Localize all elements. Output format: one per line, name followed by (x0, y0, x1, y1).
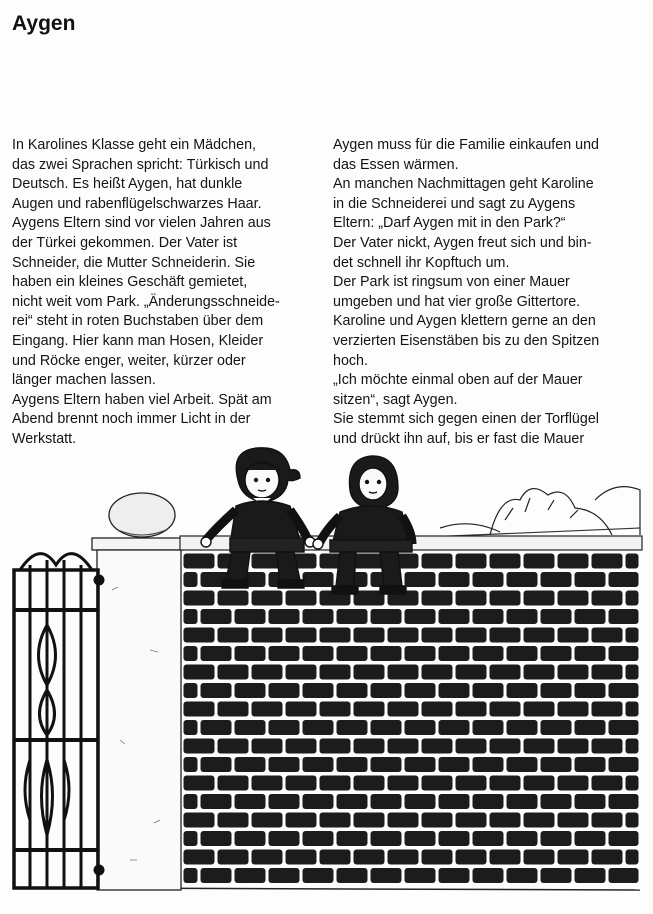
brick (269, 794, 300, 809)
brick (507, 757, 538, 772)
brick (405, 720, 436, 735)
brick (456, 850, 487, 865)
brick (592, 628, 623, 643)
brick (184, 665, 215, 680)
brick (320, 813, 351, 828)
text-line: in die Schneiderei und sagt zu Aygens (333, 195, 576, 212)
text-line: rei“ steht in roten Buchstaben über dem (12, 313, 264, 330)
brick (303, 831, 334, 846)
brick (337, 794, 368, 809)
brick (286, 591, 317, 606)
brick (541, 831, 572, 846)
brick (303, 868, 334, 883)
brick (422, 850, 453, 865)
brick (575, 572, 606, 587)
brick (439, 757, 470, 772)
iron-gate (14, 554, 103, 888)
brick (456, 591, 487, 606)
brick (507, 646, 538, 661)
brick (575, 720, 606, 735)
brick (609, 720, 639, 735)
text-line: Eltern: „Darf Aygen mit in den Park?“ (333, 215, 566, 232)
brick (626, 850, 639, 865)
brick (235, 831, 266, 846)
brick (456, 813, 487, 828)
brick (524, 739, 555, 754)
brick (422, 665, 453, 680)
brick (575, 683, 606, 698)
brick (541, 757, 572, 772)
brick (626, 591, 639, 606)
right-text-column (333, 136, 638, 450)
brick (541, 720, 572, 735)
brick (626, 628, 639, 643)
brick (490, 591, 521, 606)
text-line: der Türkei gekommen. Der Vater ist (12, 234, 238, 251)
brick (507, 720, 538, 735)
brick (575, 609, 606, 624)
brick (354, 739, 385, 754)
brick (575, 646, 606, 661)
brick (609, 683, 639, 698)
brick (252, 813, 283, 828)
wall-illustration (0, 440, 653, 914)
text-line: Der Vater nickt, Aygen freut sich und bin- (333, 234, 592, 251)
brick (235, 757, 266, 772)
brick (524, 776, 555, 791)
brick (439, 572, 470, 587)
brick (371, 609, 402, 624)
brick (388, 813, 419, 828)
brick (371, 794, 402, 809)
text-line: Eingang. Hier kann man Hosen, Kleider (12, 332, 264, 349)
brick (490, 850, 521, 865)
brick (252, 591, 283, 606)
brick (388, 850, 419, 865)
brick (320, 850, 351, 865)
brick (201, 646, 232, 661)
brick (541, 868, 572, 883)
brick (524, 591, 555, 606)
text-line: hoch. (333, 352, 368, 369)
brick (201, 794, 232, 809)
brick (218, 628, 249, 643)
brick (184, 720, 198, 735)
brick (439, 868, 470, 883)
brick (524, 628, 555, 643)
text-line: und drückt ihn auf, bis er fast die Mauer (333, 430, 585, 447)
brick (235, 720, 266, 735)
brick (269, 757, 300, 772)
brick (592, 776, 623, 791)
brick (388, 628, 419, 643)
brick (473, 720, 504, 735)
brick (354, 702, 385, 717)
brick (473, 868, 504, 883)
brick (422, 739, 453, 754)
text-line: Schneider, die Mutter Schneiderin. Sie (12, 254, 256, 271)
brick (558, 591, 589, 606)
brick (626, 665, 639, 680)
brick (252, 665, 283, 680)
brick (218, 739, 249, 754)
brick (388, 665, 419, 680)
brick (269, 646, 300, 661)
brick (473, 831, 504, 846)
text-line: In Karolines Klasse geht ein Mädchen, (12, 137, 256, 153)
brick (286, 850, 317, 865)
brick (558, 554, 589, 569)
brick (439, 794, 470, 809)
brick (473, 757, 504, 772)
brick (473, 683, 504, 698)
brick (490, 776, 521, 791)
brick (320, 702, 351, 717)
brick (609, 609, 639, 624)
brick (592, 739, 623, 754)
brick (218, 702, 249, 717)
brick (286, 665, 317, 680)
brick (575, 831, 606, 846)
brick (490, 813, 521, 828)
brick (371, 683, 402, 698)
brick (541, 646, 572, 661)
text-line: det schnell ihr Kopftuch um. (333, 254, 510, 271)
brick (439, 720, 470, 735)
text-line: verzierten Eisenstäben bis zu den Spitzen (333, 332, 600, 349)
brick (490, 554, 521, 569)
brick (286, 702, 317, 717)
brick (286, 739, 317, 754)
brick (201, 609, 232, 624)
brick (252, 850, 283, 865)
brick (388, 739, 419, 754)
brick (439, 646, 470, 661)
text-line: Sie stemmt sich gegen einen der Torflügel (333, 411, 599, 428)
brick (320, 628, 351, 643)
brick (490, 628, 521, 643)
brick (303, 757, 334, 772)
brick (609, 794, 639, 809)
brick (405, 683, 436, 698)
brick (456, 554, 487, 569)
brick (558, 813, 589, 828)
brick (473, 794, 504, 809)
brick (303, 572, 334, 587)
text-line: umgeben und hat vier große Gittertore. (333, 293, 581, 310)
brick (235, 683, 266, 698)
brick (218, 850, 249, 865)
brick (371, 757, 402, 772)
brick (337, 757, 368, 772)
brick (354, 850, 385, 865)
brick (456, 739, 487, 754)
brick (405, 794, 436, 809)
brick (541, 572, 572, 587)
brick (575, 868, 606, 883)
brick (524, 554, 555, 569)
brick (609, 646, 639, 661)
brick (473, 646, 504, 661)
brick (592, 554, 623, 569)
brick (456, 702, 487, 717)
brick (269, 868, 300, 883)
text-line: Karoline und Aygen klettern gerne an den (333, 313, 596, 330)
brick (541, 609, 572, 624)
brick (337, 831, 368, 846)
brick (507, 868, 538, 883)
brick (626, 702, 639, 717)
brick (371, 831, 402, 846)
brick (354, 665, 385, 680)
brick (303, 720, 334, 735)
brick (388, 776, 419, 791)
brick (184, 628, 215, 643)
brick (354, 776, 385, 791)
text-line: Der Park ist ringsum von einer Mauer (333, 274, 570, 291)
brick (303, 646, 334, 661)
brick (320, 739, 351, 754)
brick (218, 665, 249, 680)
text-line: Abend brennt noch immer Licht in der (12, 411, 251, 428)
brick (524, 702, 555, 717)
brick (286, 628, 317, 643)
brick (592, 813, 623, 828)
brick (507, 683, 538, 698)
brick (218, 591, 249, 606)
brick (405, 831, 436, 846)
brick (252, 702, 283, 717)
brick (456, 628, 487, 643)
brick (201, 683, 232, 698)
brick (507, 831, 538, 846)
brick (575, 794, 606, 809)
brick (558, 628, 589, 643)
brick (218, 776, 249, 791)
brick (524, 665, 555, 680)
brick (405, 868, 436, 883)
brick (405, 646, 436, 661)
brick (235, 646, 266, 661)
text-line: Augen und rabenflügelschwarzes Haar. (12, 195, 262, 212)
brick (626, 813, 639, 828)
text-line: „Ich möchte einmal oben auf der Mauer (333, 372, 583, 389)
brick (626, 739, 639, 754)
brick (626, 554, 639, 569)
brick (490, 739, 521, 754)
brick (184, 702, 215, 717)
text-line: das zwei Sprachen spricht: Türkisch und (12, 156, 269, 173)
text-line: das Essen wärmen. (333, 156, 459, 173)
brick (541, 683, 572, 698)
brick (558, 702, 589, 717)
brick (558, 739, 589, 754)
brick (490, 665, 521, 680)
brick (337, 646, 368, 661)
brick (592, 665, 623, 680)
brick (252, 776, 283, 791)
brick (235, 609, 266, 624)
brick (473, 572, 504, 587)
brick (184, 776, 215, 791)
brick (422, 776, 453, 791)
brick (439, 831, 470, 846)
brick (269, 720, 300, 735)
brick (558, 665, 589, 680)
brick (269, 683, 300, 698)
brick (303, 794, 334, 809)
brick (371, 868, 402, 883)
brick (184, 554, 215, 569)
brick (201, 868, 232, 883)
brick (422, 591, 453, 606)
brick (626, 776, 639, 791)
brick (422, 554, 453, 569)
brick (524, 813, 555, 828)
brick (609, 868, 639, 883)
brick (405, 609, 436, 624)
brick (286, 813, 317, 828)
brick (201, 720, 232, 735)
text-line: sitzen“, sagt Aygen. (333, 391, 458, 408)
brick (354, 813, 385, 828)
brick (337, 720, 368, 735)
brick-wall (184, 554, 639, 884)
brick (303, 683, 334, 698)
brick (184, 683, 198, 698)
brick (422, 702, 453, 717)
brick (524, 850, 555, 865)
brick (507, 794, 538, 809)
brick (269, 831, 300, 846)
brick (184, 757, 198, 772)
brick (439, 683, 470, 698)
brick (184, 739, 215, 754)
brick (405, 572, 436, 587)
text-line: An manchen Nachmittagen geht Karoline (333, 176, 594, 193)
text-line: länger machen lassen. (12, 372, 156, 389)
brick (422, 628, 453, 643)
brick (337, 868, 368, 883)
brick (184, 831, 198, 846)
brick (184, 609, 198, 624)
brick (303, 609, 334, 624)
brick (320, 776, 351, 791)
brick (609, 757, 639, 772)
brick (422, 813, 453, 828)
brick (235, 794, 266, 809)
brick (184, 646, 198, 661)
brick (184, 591, 215, 606)
brick (592, 591, 623, 606)
page-title: Aygen (12, 12, 76, 35)
brick (184, 813, 215, 828)
brick (218, 813, 249, 828)
brick (184, 850, 215, 865)
brick (388, 702, 419, 717)
brick (456, 665, 487, 680)
brick (456, 776, 487, 791)
brick (371, 720, 402, 735)
brick (575, 757, 606, 772)
text-line: und Röcke enger, weiter, kürzer oder (12, 352, 246, 369)
left-text-column (12, 136, 310, 450)
text-line: nicht weit vom Park. „Änderungsschneide- (12, 293, 280, 310)
brick (286, 776, 317, 791)
brick (252, 739, 283, 754)
brick (252, 628, 283, 643)
text-line: Deutsch. Es heißt Aygen, hat dunkle (12, 176, 243, 193)
brick (592, 850, 623, 865)
brick (320, 665, 351, 680)
brick (201, 757, 232, 772)
brick (269, 609, 300, 624)
brick (184, 868, 198, 883)
brick (507, 572, 538, 587)
stone-pillar (92, 493, 184, 890)
brick (405, 757, 436, 772)
brick (609, 572, 639, 587)
brick (201, 831, 232, 846)
brick (439, 609, 470, 624)
text-line: Werkstatt. (12, 430, 77, 447)
brick (184, 572, 198, 587)
brick (558, 776, 589, 791)
text-line: Aygens Eltern haben viel Arbeit. Spät am (12, 391, 272, 408)
brick (184, 794, 198, 809)
brick (235, 868, 266, 883)
brick (337, 683, 368, 698)
brick (507, 609, 538, 624)
brick (558, 850, 589, 865)
brick (592, 702, 623, 717)
text-line: Aygen muss für die Familie einkaufen und (333, 137, 599, 153)
brick (541, 794, 572, 809)
brick (337, 609, 368, 624)
brick (490, 702, 521, 717)
bushes (440, 487, 640, 535)
brick (354, 628, 385, 643)
brick (609, 831, 639, 846)
text-line: Aygens Eltern sind vor vielen Jahren aus (12, 215, 271, 232)
text-line: haben ein kleines Geschäft gemietet, (12, 274, 248, 291)
brick (473, 609, 504, 624)
brick (371, 646, 402, 661)
